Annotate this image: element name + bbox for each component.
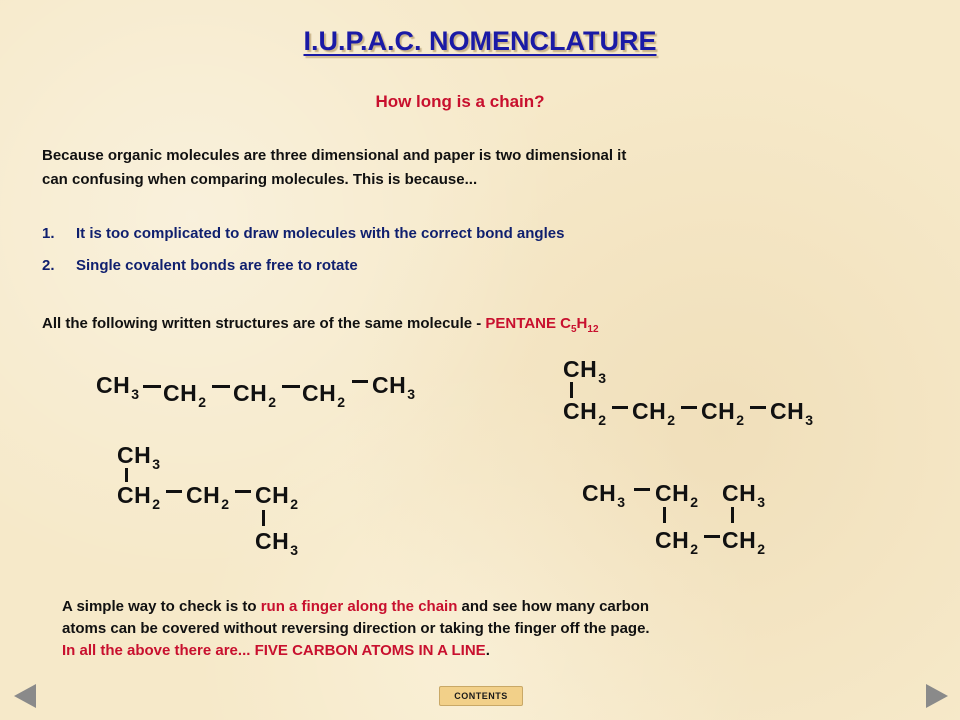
bond-line bbox=[212, 385, 230, 388]
intro-line-1: Because organic molecules are three dimensional and paper is two dimensional it bbox=[42, 147, 627, 164]
ch2-group: $CH_2$ bbox=[563, 398, 607, 428]
bond-line bbox=[235, 490, 251, 493]
intro-paragraph bbox=[42, 144, 902, 192]
triangle-right-icon[interactable] bbox=[926, 684, 948, 708]
bond-line bbox=[125, 468, 128, 482]
carbon-count: 5 bbox=[570, 324, 577, 335]
contents-button[interactable]: CONTENTS bbox=[439, 686, 523, 706]
ch2-group: $CH_2$ bbox=[233, 380, 277, 410]
same-molecule-text: All the following written structures are of the same molecule - bbox=[42, 315, 486, 332]
reason-list bbox=[42, 222, 564, 286]
bottom-line-2: atoms can be covered without reversing direction or taking the finger off the page. bbox=[62, 620, 650, 637]
page-subtitle: How long is a chain? bbox=[375, 92, 545, 111]
bottom-line-1: A simple way to check is to run a finger along the chain and see how many carbon bbox=[62, 598, 650, 615]
bond-line bbox=[612, 406, 628, 409]
bottom-line-3: In all the above there are... FIVE CARBON ATOMS IN A LINE. bbox=[62, 642, 490, 659]
ch2-group: $CH_2$ bbox=[722, 527, 766, 557]
ch3-group: $CH_3$ bbox=[563, 356, 607, 386]
bond-line bbox=[704, 535, 720, 538]
ch3-group: $CH_3$ bbox=[722, 480, 766, 510]
intro-line-2: can confusing when comparing molecules. This is because... bbox=[42, 171, 478, 188]
ch3-group: $CH_3$ bbox=[770, 398, 814, 428]
pentane-name: PENTANE C bbox=[485, 315, 571, 332]
hydrogen-count: 12 bbox=[587, 324, 599, 335]
same-molecule-line bbox=[42, 312, 902, 338]
pentane-formula bbox=[485, 315, 599, 335]
ch3-group: $CH_3$ bbox=[117, 442, 161, 472]
list-item-text: Single covalent bonds are free to rotate bbox=[76, 257, 358, 274]
list-item-number: 2. bbox=[42, 257, 55, 274]
bond-line bbox=[143, 385, 161, 388]
hydrogen-symbol: H bbox=[576, 315, 588, 332]
ch2-group: $CH_2$ bbox=[117, 482, 161, 512]
ch3-group: $CH_3$ bbox=[96, 372, 140, 402]
triangle-left-icon[interactable] bbox=[14, 684, 36, 708]
list-item bbox=[42, 254, 564, 286]
finger-highlight: run a finger along the chain bbox=[260, 598, 458, 615]
bond-line bbox=[634, 488, 650, 491]
list-item bbox=[42, 222, 564, 254]
bond-line bbox=[166, 490, 182, 493]
conclusion-highlight: In all the above there are... FIVE CARBON ATOMS IN A LINE bbox=[62, 642, 486, 659]
bond-line bbox=[681, 406, 697, 409]
list-item-text: It is too complicated to draw molecules with the correct bond angles bbox=[76, 225, 565, 242]
ch2-group: $CH_2$ bbox=[655, 527, 699, 557]
ch2-group: $CH_2$ bbox=[701, 398, 745, 428]
bond-line bbox=[731, 507, 734, 523]
bond-line bbox=[352, 380, 368, 383]
finger-check-paragraph bbox=[62, 596, 922, 662]
bond-line bbox=[570, 382, 573, 398]
ch2-group: $CH_2$ bbox=[632, 398, 676, 428]
bond-line bbox=[663, 507, 666, 523]
ch2-group: $CH_2$ bbox=[186, 482, 230, 512]
page-title: I.U.P.A.C. NOMENCLATURE bbox=[303, 26, 657, 56]
bond-line bbox=[262, 510, 265, 526]
bond-line bbox=[282, 385, 300, 388]
bond-line bbox=[750, 406, 766, 409]
ch2-group: $CH_2$ bbox=[302, 380, 346, 410]
ch2-group: $CH_2$ bbox=[255, 482, 299, 512]
ch3-group: $CH_3$ bbox=[372, 372, 416, 402]
ch2-group: $CH_2$ bbox=[655, 480, 699, 510]
ch3-group: $CH_3$ bbox=[582, 480, 626, 510]
ch2-group: $CH_2$ bbox=[163, 380, 207, 410]
ch3-group: $CH_3$ bbox=[255, 528, 299, 558]
list-item-number: 1. bbox=[42, 225, 55, 242]
